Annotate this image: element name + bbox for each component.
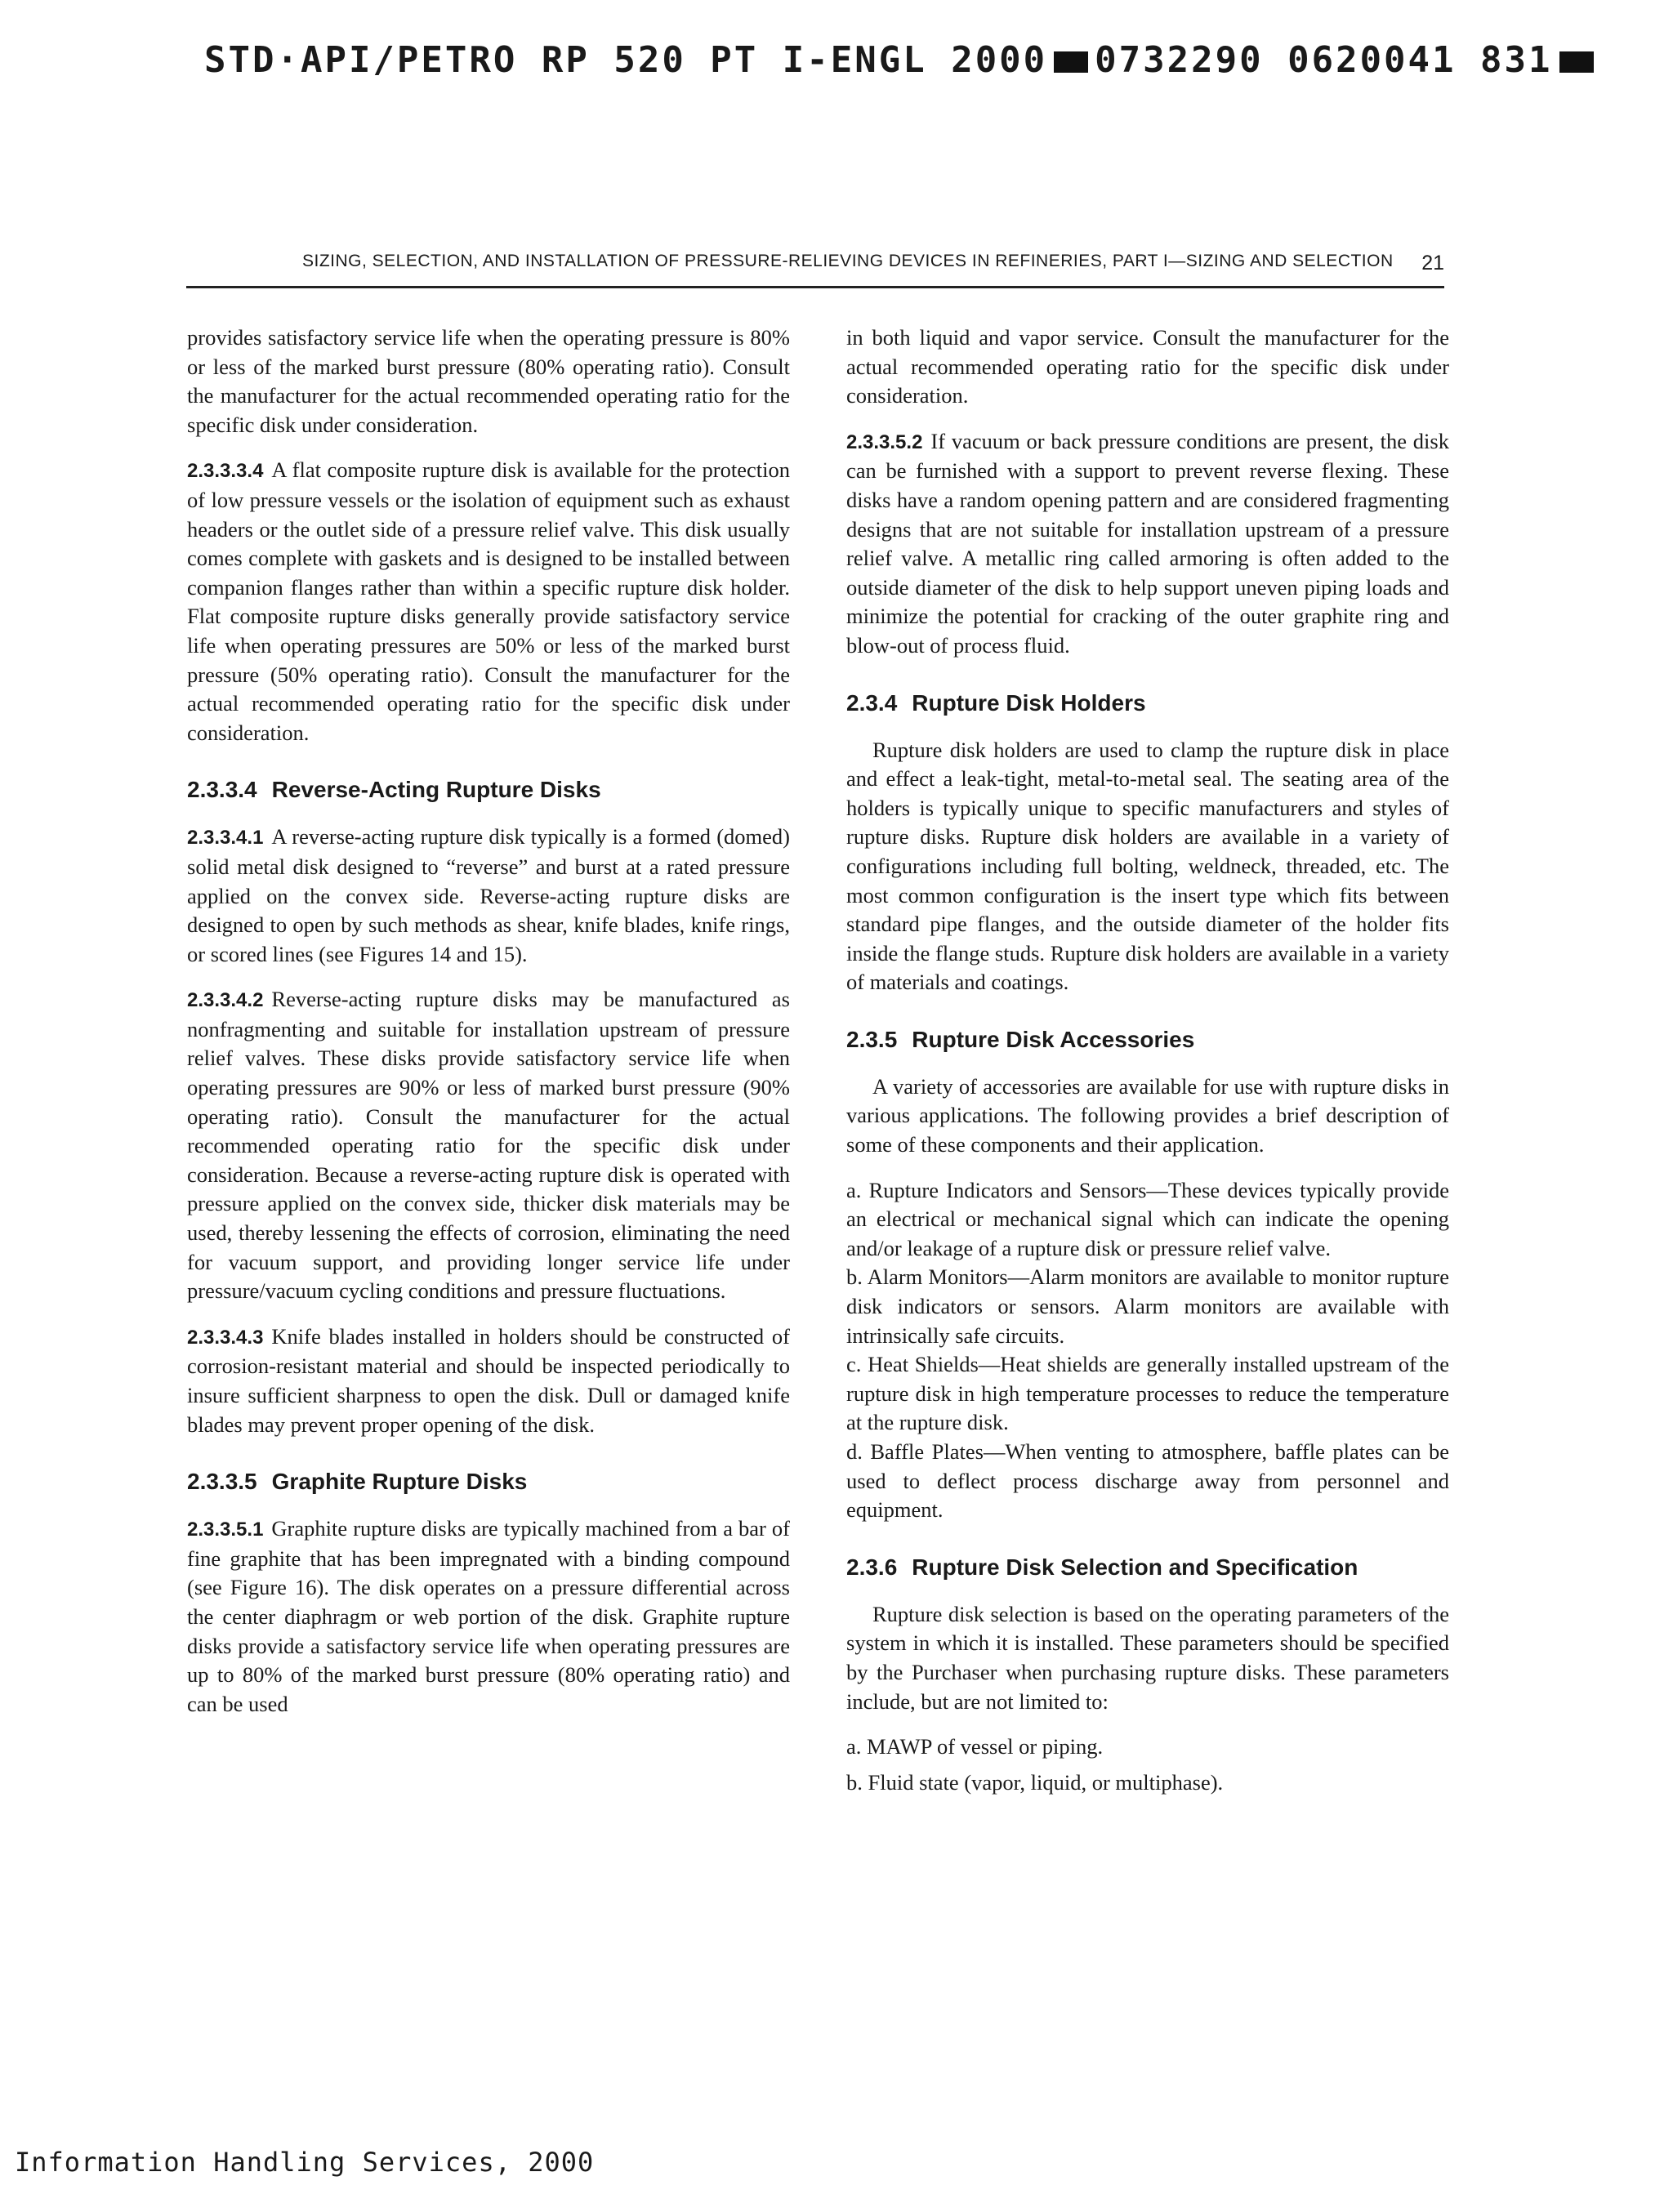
paragraph-2-3-4: Rupture disk holders are used to clamp the rupture disk in place and effect a leak-tight, metal-to-metal seal. The seating area of the holders is typically unique to specific manufacturers and styles of rupture disks. Rupture disk holders are available in a variety of configurations including full bolting, weldneck, threaded, etc. The most common configuration is the insert type which fits between standard pipe flanges, and the outside diameter of the holder fits inside the flange studs. Rupture disk holders are available in a variety of materials and coatings. [846, 737, 1449, 995]
heading-title: Graphite Rupture Disks [271, 1469, 528, 1495]
paragraph-text: Reverse-acting rupture disks may be manufactured as nonfragmenting and suitable for installation upstream of pressure relief valves. These disks provide satisfactory service life when operating pressures are 90% or less of marked burst pressure (90% operating ratio). Consult the manufacturer for the actual recommended operating ratio for the specific disk under consideration. Because a reverse-acting rupture disk is operated with pressure applied on the convex side, thicker disk materials may be used, thereby lessening the effects of corrosion, eliminating the need for vacuum support, and providing longer service life under pressure/vacuum cycling conditions and pressure fluctuations. [187, 987, 790, 1304]
heading-2-3-3-5 [187, 1467, 790, 1496]
heading-2-3-5 [846, 1025, 1449, 1055]
document-id-stamp [204, 39, 1600, 81]
page-number: 21 [1421, 252, 1444, 274]
list-item: b. Fluid state (vapor, liquid, or multiphase). [846, 1769, 1224, 1795]
heading-2-3-4 [846, 689, 1449, 718]
section-number: 2.3.3.4.3 [187, 1326, 264, 1349]
heading-2-3-6 [846, 1553, 1449, 1582]
stamp-black-block-1 [1054, 51, 1088, 73]
section-number: 2.3.3.5.2 [846, 430, 923, 453]
section-number: 2.3.3.5.1 [187, 1519, 264, 1541]
paragraph-continued: provides satisfactory service life when the operating pressure is 80% or less of the marked burst pressure (80% operating ratio). Consult the manufacturer for the actual recommended operating ratio for the specific disk under consideration. [187, 325, 790, 437]
heading-title: Reverse-Acting Rupture Disks [271, 777, 601, 803]
paragraph-text: A reverse-acting rupture disk typically is a formed (domed) solid metal disk designed to “reverse” and burst at a rated pressure applied on the convex side. Reverse-acting rupture disks are designed to open by such methods as shear, knife blades, knife rings, or scored lines (see Figures 14 and 15). [187, 824, 790, 966]
list-item: c. Heat Shields—Heat shields are generally installed upstream of the rupture disk in high temperature processes to reduce the temperature at the rupture disk. [846, 1352, 1449, 1435]
heading-title: Rupture Disk Holders [912, 689, 1146, 716]
heading-2-3-3-4 [187, 775, 790, 805]
list-item: d. Baffle Plates—When venting to atmosphere, baffle plates can be used to deflect process discharge away from personnel and equipment. [846, 1439, 1449, 1523]
list-item: a. Rupture Indicators and Sensors—These devices typically provide an electrical or mechanical signal which can indicate the opening and/or leakage of a rupture disk or pressure relief valve. [846, 1177, 1449, 1260]
paragraph-text: If vacuum or back pressure conditions are present, the disk can be furnished with a support to prevent reverse flexing. These disks have a random opening pattern and are considered fragmenting designs that are not suitable for installation upstream of a pressure relief valve. A metallic ring called armoring is often added to the outside diameter of the disk to help support uneven piping loads and minimize the potential for cracking of the outer graphite ring and blow-out of process fluid. [846, 428, 1449, 658]
right-column [846, 323, 1449, 1813]
paragraph-text: A flat composite rupture disk is available for the protection of low pressure vessels or the isolation of equipment such as exhaust headers or the outlet side of a pressure relief valve. This disk usually comes complete with gaskets and is designed to be installed between companion flanges rather than within a specific rupture disk holder. Flat composite rupture disks generally provide satisfactory service life when operating pressures are 50% or less of the marked burst pressure (50% operating ratio). Consult the manufacturer for the actual recommended operating ratio for the specific disk under consideration. [187, 457, 790, 745]
left-column [187, 323, 790, 1735]
heading-title: Rupture Disk Selection and Specification [912, 1554, 1358, 1580]
section-number: 2.3.3.4.2 [187, 989, 264, 1012]
paragraph-text: Graphite rupture disks are typically machined from a bar of fine graphite that has been impregnated with a binding compound (see Figure 16). The disk operates on a pressure differential across the center diaphragm or web portion of the disk. Graphite rupture disks provide a satisfactory service life when operating pressures are up to 80% of the marked burst pressure (80% operating ratio) and can be used [187, 1516, 790, 1716]
list-item: b. Alarm Monitors—Alarm monitors are available to monitor rupture disk indicators or sensors. Alarm monitors are available with intrinsically safe circuits. [846, 1264, 1449, 1348]
paragraph-2-3-3-5-1 [187, 1514, 790, 1719]
paragraph-text: Knife blades installed in holders should be constructed of corrosion-resistant material and should be inspected periodically to insure sufficient sharpness to open the disk. Dull or damaged knife blades may prevent proper opening of the disk. [187, 1323, 790, 1437]
section-number: 2.3.3.3.4 [187, 460, 264, 483]
heading-title: Rupture Disk Accessories [912, 1026, 1195, 1052]
heading-number: 2.3.3.4 [187, 777, 257, 803]
parameters-list [846, 1733, 1449, 1797]
heading-number: 2.3.5 [846, 1026, 898, 1052]
stamp-text-2: 0732290 0620041 831 [1095, 39, 1553, 81]
stamp-black-block-2 [1559, 51, 1594, 73]
paragraph-2-3-3-4-1 [187, 823, 790, 969]
paragraph-2-3-6: Rupture disk selection is based on the operating parameters of the system in which it is installed. These parameters should be specified by the Purchaser when purchasing rupture disks. These parameters include, but are not limited to: [846, 1601, 1449, 1714]
paragraph-2-3-3-5-2 [846, 427, 1449, 661]
list-item: a. MAWP of vessel or piping. [846, 1734, 1104, 1759]
header-rule [186, 286, 1444, 288]
accessories-list [846, 1176, 1449, 1525]
paragraph-2-3-3-4-2 [187, 985, 790, 1306]
heading-number: 2.3.3.5 [187, 1469, 257, 1495]
running-head: SIZING, SELECTION, AND INSTALLATION OF PRESSURE-RELIEVING DEVICES IN REFINERIES, PART I—SIZING AND SELECTION [302, 252, 1394, 270]
paragraph-2-3-5: A variety of accessories are available for use with rupture disks in various applications. The following provides a brief description of some of these components and their application. [846, 1073, 1449, 1157]
heading-number: 2.3.6 [846, 1554, 898, 1580]
paragraph-2-3-3-4-3 [187, 1322, 790, 1439]
stamp-text-1: STD·API/PETRO RP 520 PT I-ENGL 2000 [204, 39, 1048, 81]
paragraph-continued: in both liquid and vapor service. Consult the manufacturer for the actual recommended operating ratio for the specific disk under consideration. [846, 325, 1449, 408]
footer-credit: Information Handling Services, 2000 [15, 2147, 595, 2178]
paragraph-2-3-3-3-4 [187, 456, 790, 747]
section-number: 2.3.3.4.1 [187, 827, 264, 850]
heading-number: 2.3.4 [846, 689, 898, 716]
